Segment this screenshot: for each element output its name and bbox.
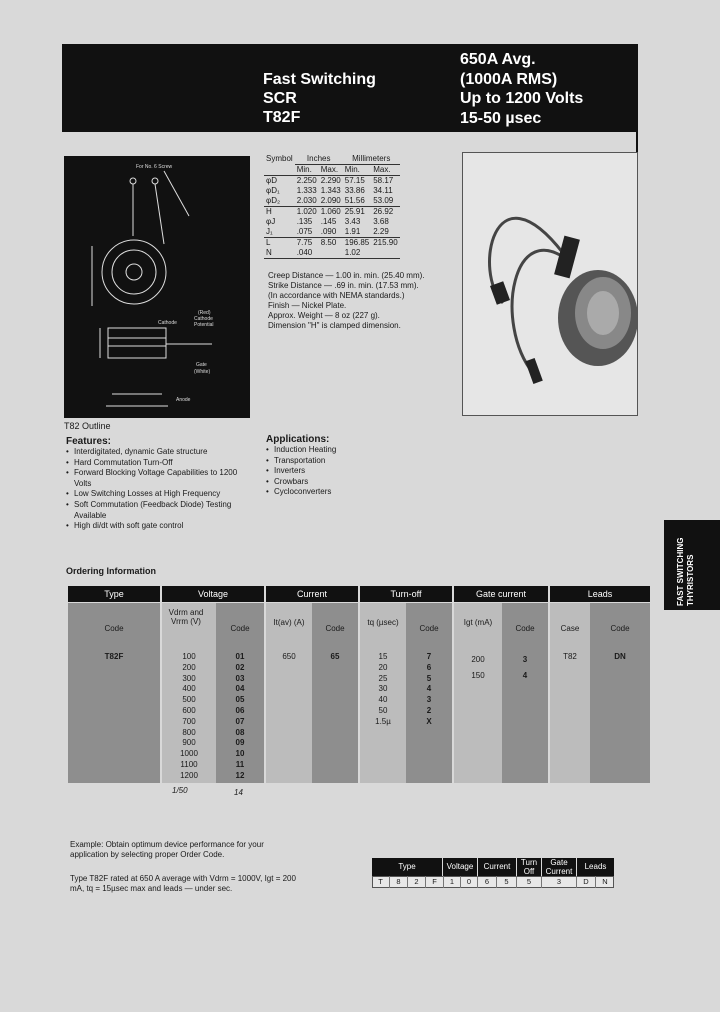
voltage-code: 06 — [235, 705, 245, 715]
dims-sym: N — [266, 248, 272, 257]
lead-dim — [164, 171, 189, 216]
dims-mmax: 58.17 — [373, 176, 394, 185]
turnoff-code: 4 — [426, 684, 432, 694]
outline-label-screw: For No. 6 Screw — [136, 164, 173, 170]
product-specs — [460, 50, 583, 128]
dims-imax: .090 — [320, 227, 337, 236]
voltage-code: 03 — [235, 673, 245, 683]
gate-value: 200 — [471, 655, 485, 664]
dims-header-symbol: Symbol — [266, 154, 293, 164]
ex-cell: 1 — [444, 876, 461, 888]
voltage-value: 100 — [182, 652, 196, 661]
ex-cell: 8 — [390, 876, 408, 888]
turnoff-code: 6 — [426, 662, 432, 672]
gate-val-col — [454, 603, 502, 783]
dims-header-row-2 — [264, 165, 400, 176]
ord-head-gate: Gate current — [454, 586, 548, 602]
dims-mmax: 3.68 — [373, 217, 389, 226]
dims-header-inches: Inches — [295, 154, 343, 165]
turnoff-code: 5 — [426, 673, 432, 683]
ex-head-turnoff: Turn Off — [517, 858, 541, 876]
dims-mmin: 1.91 — [344, 227, 361, 236]
leads-code: DN — [614, 652, 626, 661]
gate-code: 3 — [522, 655, 528, 664]
ex-head-current: Current — [478, 858, 516, 876]
gate-code: 4 — [522, 671, 528, 680]
applications-list — [266, 445, 446, 498]
voltage-code: 05 — [235, 695, 245, 705]
dims-imax: 2.290 — [320, 176, 341, 185]
dims-sym: φD — [266, 176, 277, 185]
voltage-value: 1200 — [180, 770, 198, 780]
feature-item: • High di/dt with soft gate control — [66, 521, 256, 532]
ex-head-gate: Gate Current — [542, 858, 576, 876]
spec-line-4: 15-50 µsec — [460, 109, 542, 127]
dims-imin: 2.250 — [296, 176, 317, 185]
dims-header-row-1 — [264, 154, 400, 165]
dims-row — [264, 207, 400, 218]
ex-head-voltage: Voltage — [443, 858, 477, 876]
dims-row — [264, 196, 400, 207]
outline-label-gate: Gate — [196, 362, 207, 368]
dims-mmax — [371, 248, 399, 259]
voltage-code: 08 — [235, 727, 245, 737]
gate-value: 150 — [471, 671, 485, 680]
note-line: Creep Distance — 1.00 in. min. (25.40 mm). — [268, 271, 425, 280]
ex-cell: 5 — [517, 876, 542, 888]
spec-line-2: (1000A RMS) — [460, 70, 558, 88]
turnoff-code: X — [426, 716, 432, 726]
dims-row — [264, 217, 400, 227]
dims-imin: 7.75 — [296, 238, 313, 247]
dims-imin: 1.333 — [296, 186, 317, 195]
application-item: • Cycloconverters — [266, 487, 446, 498]
dims-mmin: 1.02 — [344, 248, 361, 257]
device-inner-ring — [112, 250, 156, 294]
title-line-2: SCR — [263, 90, 297, 107]
dims-sym: φJ — [266, 217, 276, 226]
example-intro: Example: Obtain optimum device performance for your application by selecting proper Order Code. — [70, 840, 264, 859]
dims-row — [264, 238, 400, 249]
feature-item: • Low Switching Losses at High Frequency — [66, 489, 256, 500]
ord-head-current: Current — [266, 586, 358, 602]
turnoff-value: 50 — [378, 705, 388, 715]
ord-head-leads: Leads — [550, 586, 650, 602]
dims-mmin: 3.43 — [344, 217, 361, 226]
gate-code-label: Code — [515, 624, 535, 633]
gate-label: Igt (mA) — [463, 618, 493, 627]
ex-cell: 6 — [478, 876, 497, 888]
dims-mmax: 34.11 — [373, 186, 393, 195]
turnoff-value: 20 — [378, 662, 388, 672]
dims-sym: φD₁ — [266, 186, 280, 195]
outline-caption: T82 Outline — [64, 421, 111, 431]
current-value: 650 — [282, 652, 296, 661]
dims-sym: L — [266, 238, 271, 247]
example-desc: Type T82F rated at 650 A average with Vdrm = 1000V, Igt = 200 mA, tq = 15µsec max and leads — under sec. — [70, 874, 296, 893]
lead-b — [155, 184, 164, 244]
voltage-code: 04 — [235, 684, 245, 694]
ex-head-leads: Leads — [577, 858, 614, 876]
ex-cell: N — [602, 877, 608, 886]
title-line-1: Fast Switching — [263, 71, 376, 88]
voltage-value: 500 — [182, 695, 196, 705]
handwritten-note-b: 14 — [234, 788, 243, 797]
screw-hole-a — [130, 178, 136, 184]
features-list — [66, 447, 256, 532]
turnoff-value: 1.5µ — [375, 716, 391, 726]
section-side-tab — [664, 520, 720, 610]
outline-label-anode: Anode — [176, 397, 191, 403]
note-line: Finish — Nickel Plate. — [268, 301, 347, 310]
handwritten-note-a: 1/50 — [172, 786, 188, 795]
outline-label-cathode2: Cathode — [194, 316, 213, 322]
voltage-code: 09 — [235, 738, 245, 748]
voltage-value: 400 — [182, 684, 196, 694]
case-value: T82 — [563, 652, 577, 661]
dims-mmin: 57.15 — [344, 176, 365, 185]
dims-header-min-mm: Min. — [344, 165, 360, 174]
voltage-code-label: Code — [230, 624, 250, 633]
side-tab-text — [676, 538, 696, 606]
voltage-value: 1000 — [180, 749, 198, 759]
features-section — [66, 436, 256, 532]
outline-label-cathode: Cathode — [158, 320, 177, 326]
dims-mmax: 53.09 — [373, 196, 394, 205]
ex-head-type: Type — [372, 858, 442, 876]
application-item: • Inverters — [266, 466, 446, 477]
type-value: T82F — [104, 652, 124, 661]
outline-label-red: (Red) — [198, 310, 211, 316]
note-line: (In accordance with NEMA standards.) — [268, 291, 405, 300]
dims-imax: 1.343 — [320, 186, 341, 195]
ord-head-type: Type — [68, 586, 160, 602]
voltage-code: 01 — [235, 652, 245, 661]
application-item: • Crowbars — [266, 477, 446, 488]
features-title: Features: — [66, 436, 112, 447]
dims-row — [264, 248, 400, 259]
voltage-value: 600 — [182, 705, 196, 715]
ex-cell: T — [372, 876, 390, 888]
side-tab-line-1: FAST SWITCHING — [676, 537, 685, 606]
dims-imin: .135 — [296, 217, 313, 226]
outline-label-potential: Potential — [194, 322, 214, 328]
dims-mmin: 25.91 — [344, 207, 365, 216]
ex-cell: D — [577, 876, 596, 888]
feature-item: • Interdigitated, dynamic Gate structure — [66, 447, 256, 458]
voltage-label: Vdrm and Vrrm (V) — [168, 608, 204, 626]
ex-cell: 5 — [497, 876, 517, 888]
gate-codes — [502, 652, 548, 684]
turnoff-label: tq (µsec) — [367, 618, 399, 627]
dims-sym: J₁ — [266, 227, 273, 236]
voltage-values — [162, 652, 216, 782]
dims-imax: 2.090 — [320, 196, 341, 205]
current-code-label: Code — [325, 624, 345, 633]
note-line: Approx. Weight — 8 oz (227 g). — [268, 311, 380, 320]
dims-mmin: 33.86 — [344, 186, 365, 195]
application-item: • Induction Heating — [266, 445, 446, 456]
dims-mmin: 51.56 — [344, 196, 365, 205]
feature-item: • Soft Commutation (Feedback Diode) Testing Available — [66, 500, 256, 521]
spec-line-3: Up to 1200 Volts — [460, 90, 584, 107]
feature-item: • Hard Commutation Turn-Off — [66, 458, 256, 469]
voltage-code: 02 — [235, 662, 245, 672]
application-item: • Transportation — [266, 456, 446, 467]
ex-cell: 2 — [408, 876, 426, 888]
dims-row — [264, 176, 400, 187]
spec-line-1: 650A Avg. — [460, 51, 536, 68]
voltage-value: 900 — [182, 738, 196, 748]
title-line-3: T82F — [263, 109, 301, 126]
dims-mmax: 215.90 — [373, 238, 398, 247]
dims-row — [264, 186, 400, 196]
feature-item: • Forward Blocking Voltage Capabilities to 1200 Volts — [66, 468, 256, 489]
device-center — [126, 264, 142, 280]
turnoff-value: 15 — [378, 652, 388, 661]
outline-svg — [64, 156, 250, 418]
ord-head-voltage: Voltage — [162, 586, 264, 602]
voltage-value: 700 — [182, 716, 196, 726]
dims-imax: .145 — [320, 217, 337, 226]
dims-imin: 2.030 — [296, 196, 317, 205]
outline-drawing — [64, 156, 250, 418]
leads-code-label: Code — [610, 624, 630, 633]
ord-head-turnoff: Turn-off — [360, 586, 452, 602]
turnoff-code: 2 — [426, 705, 432, 715]
dims-mmax: 2.29 — [373, 227, 389, 236]
ex-cell: 0 — [461, 876, 478, 888]
dims-imin: .040 — [296, 248, 313, 257]
voltage-code: 11 — [235, 759, 245, 769]
dims-mmax: 26.92 — [373, 207, 394, 216]
voltage-code: 07 — [235, 716, 245, 726]
turnoff-code: 3 — [426, 695, 432, 705]
dims-mmin: 196.85 — [344, 238, 370, 247]
applications-title: Applications: — [266, 434, 330, 445]
photo-svg — [463, 153, 637, 415]
dims-header-mm: Millimeters — [343, 154, 400, 165]
example-code-table — [372, 858, 614, 890]
outline-label-white: (White) — [194, 369, 211, 375]
voltage-value: 1100 — [180, 759, 198, 769]
product-title — [263, 70, 376, 127]
dims-imax — [319, 248, 343, 259]
ordering-title: Ordering Information — [66, 566, 156, 576]
voltage-code: 12 — [235, 770, 245, 780]
turnoff-code: 7 — [426, 652, 432, 661]
note-line: Strike Distance — .69 in. min. (17.53 mm). — [268, 281, 419, 290]
dims-imin: .075 — [296, 227, 313, 236]
turnoff-value: 30 — [378, 684, 388, 694]
voltage-value: 800 — [182, 727, 196, 737]
dims-header-max-in: Max. — [320, 165, 339, 174]
dims-header-min-in: Min. — [296, 165, 312, 174]
current-val-col — [266, 603, 312, 783]
dimensions-table — [264, 154, 400, 259]
gate-values — [454, 652, 502, 684]
screw-hole-b — [152, 178, 158, 184]
turnoff-value: 40 — [378, 695, 388, 705]
dims-sym: φD₂ — [266, 196, 281, 205]
product-photo — [462, 152, 638, 416]
turnoff-codes — [406, 652, 452, 728]
turnoff-value: 25 — [378, 673, 388, 683]
dims-sym: H — [266, 207, 272, 216]
case-label: Case — [560, 624, 580, 633]
side-view-body — [108, 328, 166, 358]
dims-header-max-mm: Max. — [373, 165, 391, 174]
voltage-code: 10 — [235, 749, 245, 759]
note-line: Dimension "H" is clamped dimension. — [268, 321, 401, 330]
turnoff-values — [360, 652, 406, 728]
voltage-value: 200 — [182, 662, 196, 672]
type-code-label: Code — [104, 624, 124, 633]
applications-section — [266, 434, 446, 498]
turnoff-code-label: Code — [419, 624, 439, 633]
dimension-notes — [268, 271, 458, 331]
dims-imin: 1.020 — [296, 207, 317, 216]
ex-cell: F — [426, 876, 444, 888]
current-label: It(av) (A) — [273, 618, 305, 627]
voltage-value: 300 — [182, 673, 196, 683]
dims-imax: 1.060 — [320, 207, 341, 216]
side-tab-line-2: THYRISTORS — [686, 554, 695, 606]
current-code: 65 — [330, 652, 340, 661]
voltage-codes — [216, 652, 264, 782]
dims-imax: 8.50 — [320, 238, 337, 247]
ex-cell: 3 — [542, 876, 577, 888]
dims-row — [264, 227, 400, 238]
